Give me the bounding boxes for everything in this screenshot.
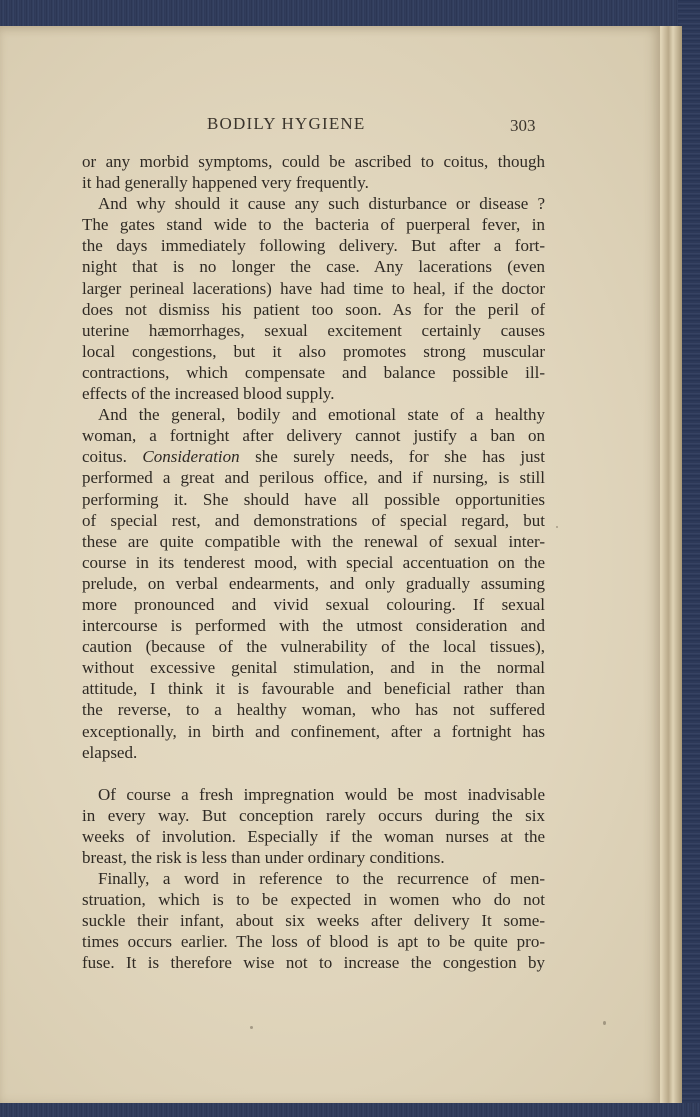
text-line: the reverse, to a healthy woman, who has not suffered: [82, 700, 545, 720]
text-line: without excessive genital stimulation, and in the normal: [82, 658, 545, 678]
text-line: exceptionally, in birth and confinement, after a fortnight has: [82, 721, 545, 741]
text-line: or any morbid symptoms, could be ascribed to coitus, though: [82, 152, 545, 171]
text-line: elapsed.: [82, 742, 138, 762]
text-line: Of course a fresh impregnation would be most inadvisable: [98, 784, 545, 804]
text-line: prelude, on verbal endearments, and only gradually assuming: [82, 573, 545, 593]
text-line: breast, the risk is less than under ordinary conditions.: [82, 848, 445, 867]
text-line: The gates stand wide to the bacteria of puerperal fever, in: [82, 215, 545, 235]
text-line: night that is no longer the case. Any lacerations (even: [82, 257, 545, 277]
paper-speck: [556, 526, 558, 528]
body-text: [82, 151, 545, 974]
text-line: caution (because of the vulnerability of the local tissues),: [82, 637, 545, 657]
text-line: suckle their infant, about six weeks after delivery It some-: [82, 911, 545, 931]
text-line: And the general, bodily and emotional state of a healthy: [98, 405, 545, 425]
text-line: performing it. She should have all possible opportunities: [82, 489, 545, 509]
text-line: And why should it cause any such disturbance or disease ?: [98, 194, 545, 214]
text-line: times occurs earlier. The loss of blood is apt to be quite pro-: [82, 932, 545, 952]
text-line: attitude, I think it is favourable and beneficial rather than: [82, 679, 545, 699]
text-line: uterine hæmorrhages, sexual excitement certainly causes: [82, 320, 545, 340]
text-line: fuse. It is therefore wise not to increase the congestion by: [82, 953, 545, 973]
text-line: course in its tenderest mood, with special accentuation on the: [82, 552, 545, 572]
paragraph-gap: [82, 763, 545, 784]
text-line: does not dismiss his patient too soon. As for the peril of: [82, 299, 545, 319]
text-line: struation, which is to be expected in women who do not: [82, 890, 545, 910]
text-line: performed a great and perilous office, and if nursing, is still: [82, 468, 545, 488]
text-line: effects of the increased blood supply.: [82, 384, 335, 404]
page-number: 303: [510, 116, 536, 135]
binding-bottom-edge: [0, 1103, 700, 1117]
text-line: intercourse is performed with the utmost consideration and: [82, 616, 545, 636]
text-line: of special rest, and demonstrations of special regard, but: [82, 510, 545, 530]
text-line: more pronounced and vivid sexual colouring. If sexual: [82, 594, 545, 614]
binding-top-edge: [0, 0, 700, 28]
text-line: weeks of involution. Especially if the woman nurses at the: [82, 826, 545, 846]
text-line: the days immediately following delivery. But after a fort-: [82, 236, 545, 256]
text-line: Finally, a word in reference to the recurrence of men-: [98, 869, 545, 889]
emphasis: Consideration: [142, 447, 240, 467]
paper-speck: [250, 1026, 253, 1029]
text-line: in every way. But conception rarely occurs during the six: [82, 805, 545, 825]
text-line: local congestions, but it also promotes strong muscular: [82, 341, 545, 361]
text-line: it had generally happened very frequently.: [82, 173, 369, 193]
text-line: woman, a fortnight after delivery cannot justify a ban on: [82, 426, 545, 446]
text-line: larger perineal lacerations) have had time to heal, if the doctor: [82, 278, 545, 298]
text-line: coitus. Consideration she surely needs, for she has just: [82, 447, 545, 467]
text-line: contractions, which compensate and balance possible ill-: [82, 362, 545, 382]
running-head: BODILY HYGIENE: [207, 114, 366, 133]
book-page: [0, 26, 660, 1104]
text-line: these are quite compatible with the renewal of sexual inter-: [82, 531, 545, 551]
paper-speck: [603, 1021, 606, 1025]
